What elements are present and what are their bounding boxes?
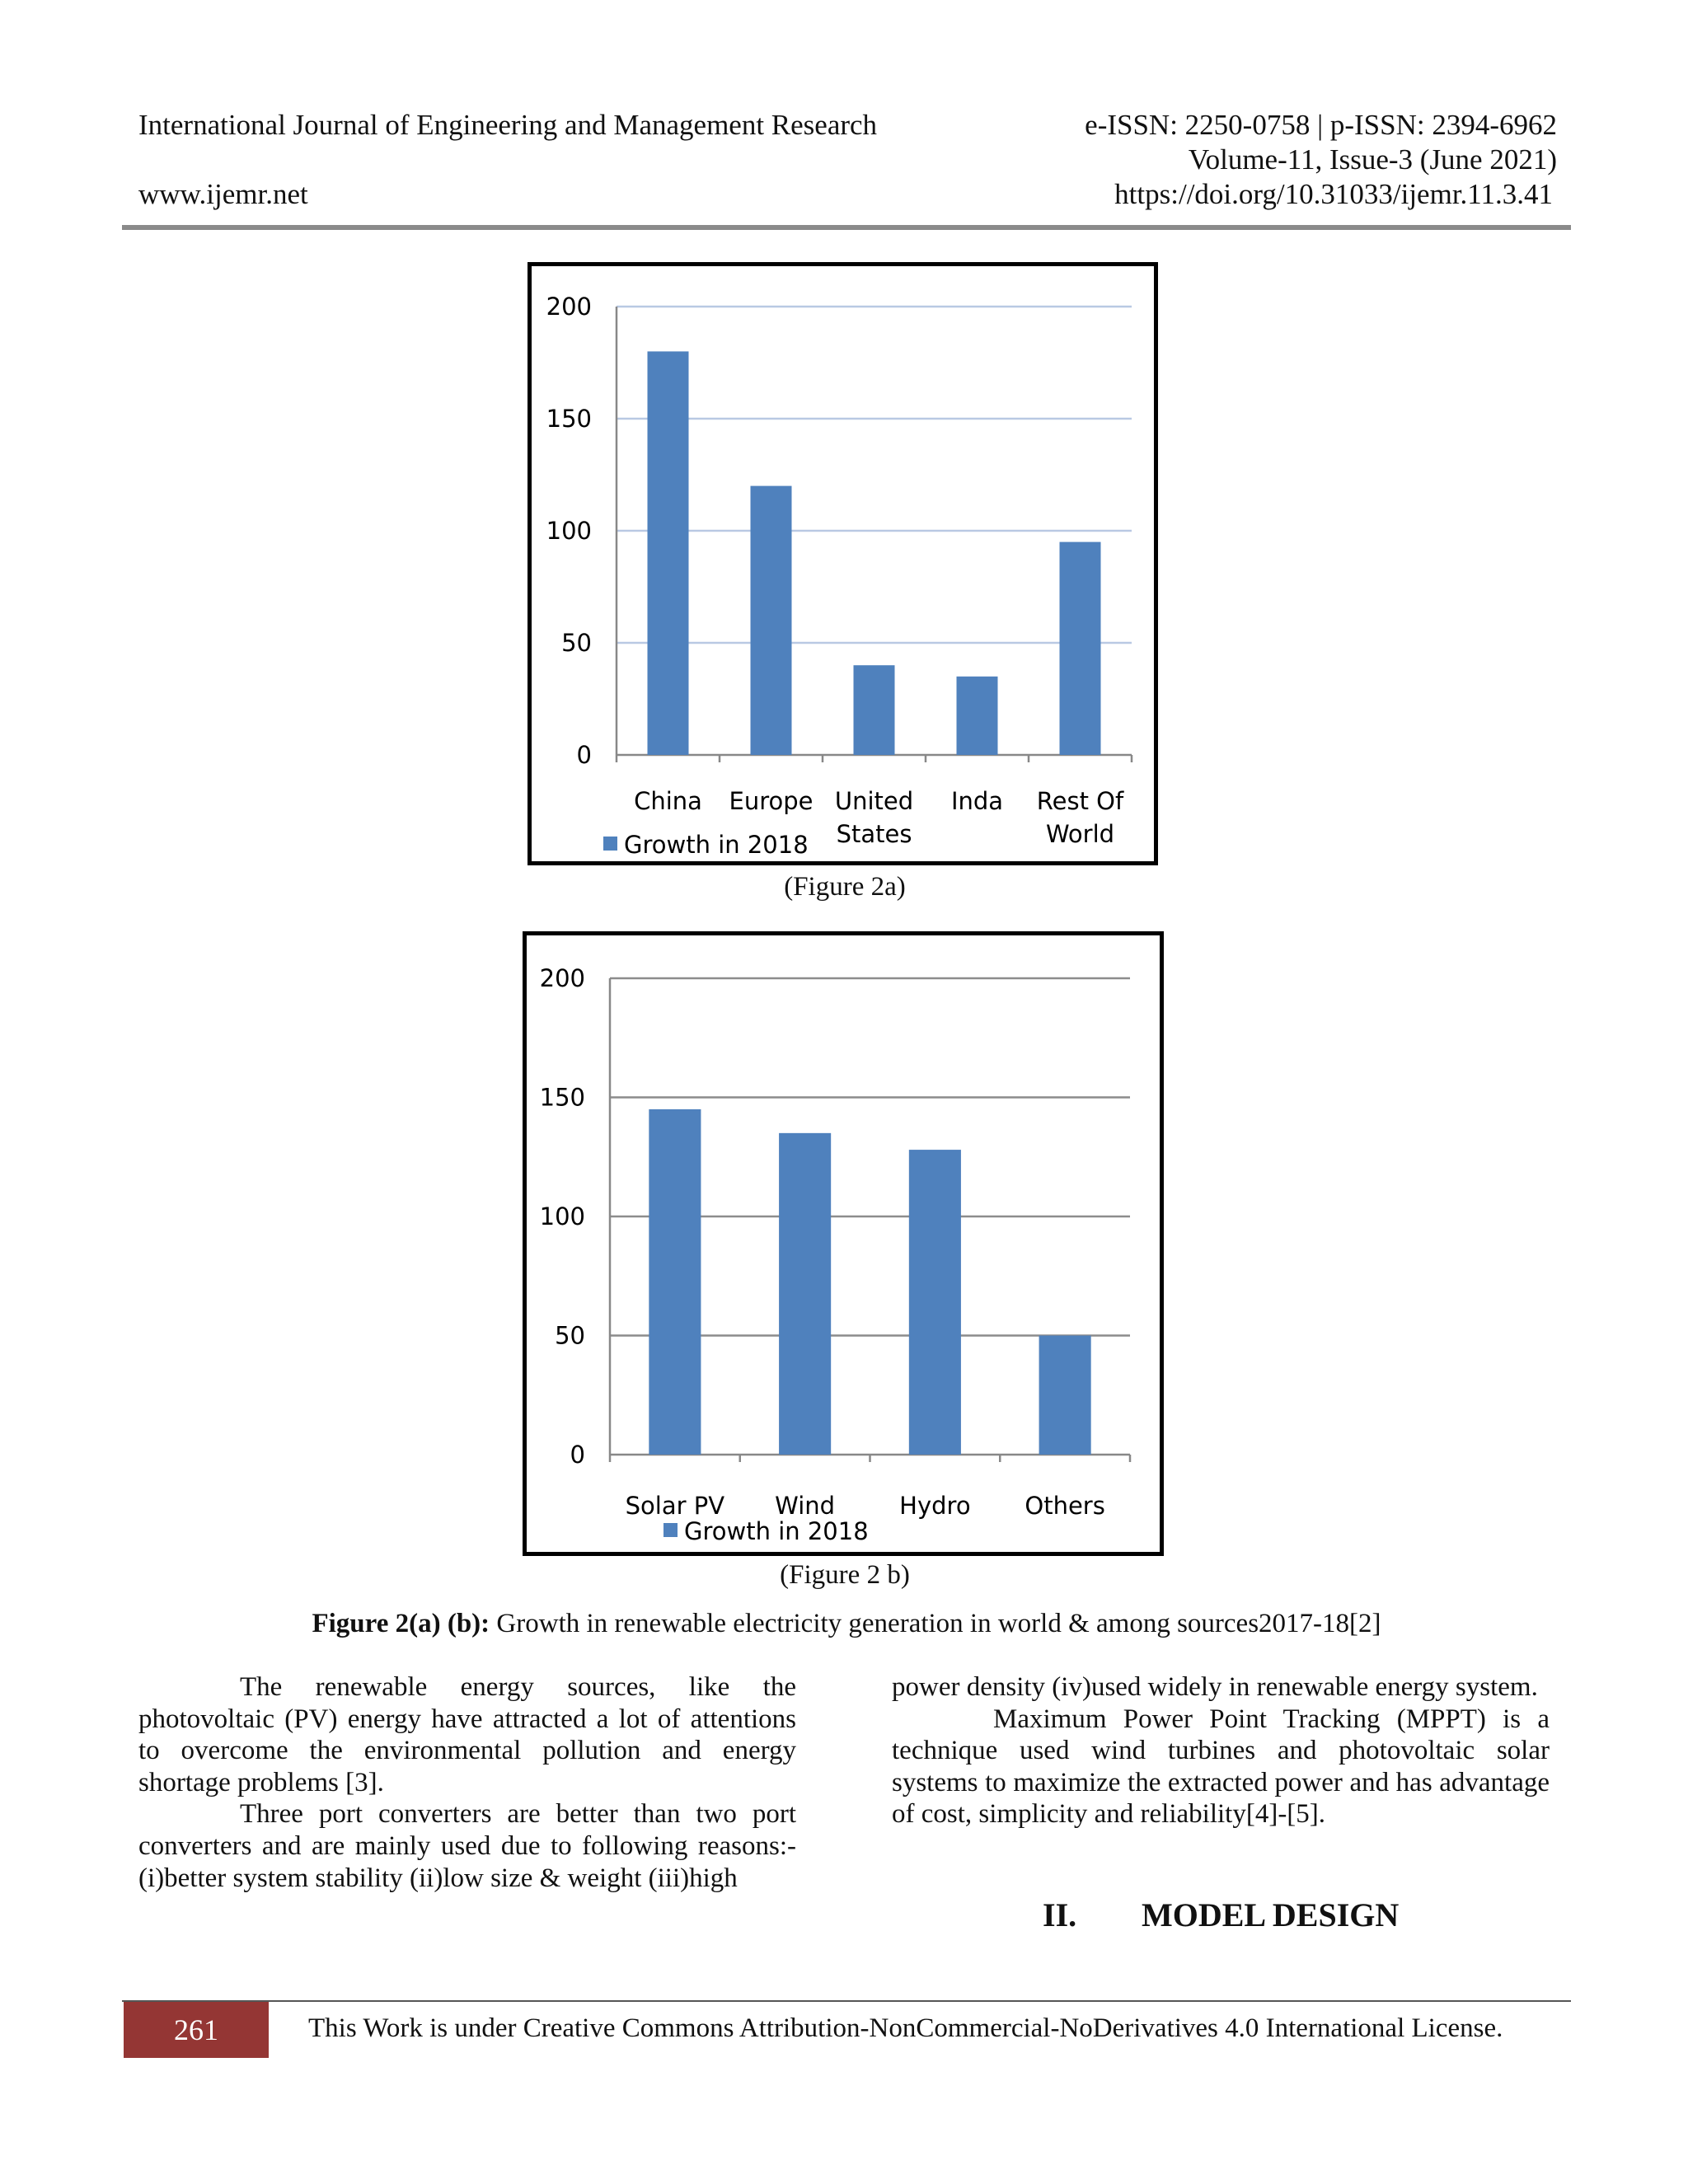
- legend-label: Growth in 2018: [684, 1517, 869, 1545]
- y-tick-label: 0: [570, 1441, 585, 1469]
- section-title-text: MODEL DESIGN: [1142, 1896, 1400, 1933]
- x-category-label: Hydro: [899, 1492, 971, 1520]
- y-tick-label: 100: [546, 517, 592, 545]
- bar: [854, 665, 895, 755]
- bar: [648, 351, 689, 755]
- figure-2a-svg: [532, 266, 1154, 861]
- figure-2a-chart: [528, 262, 1158, 865]
- figure-2b-chart: [523, 931, 1164, 1556]
- bar: [649, 1109, 701, 1455]
- footer-rule: [122, 2000, 1571, 2002]
- y-tick-label: 150: [546, 405, 592, 433]
- bar: [1060, 542, 1101, 755]
- left-paragraph-2: Three port converters are better than two port converters and are mainly used due to following reasons:-(i)better system stability (ii)low size & weight (iii)high: [138, 1799, 796, 1893]
- caption-label: Figure 2(a) (b):: [312, 1609, 490, 1638]
- x-category-label: Others: [1025, 1492, 1105, 1520]
- x-category-label: China: [634, 787, 702, 815]
- page-number: 261: [124, 2002, 269, 2058]
- x-category-label: Rest Of: [1036, 787, 1124, 815]
- caption-text: Growth in renewable electricity generation in world & among sources2017-18[2]: [490, 1609, 1381, 1638]
- figure-2b-label: (Figure 2 b): [780, 1560, 910, 1590]
- legend-label: Growth in 2018: [624, 831, 809, 859]
- bar: [909, 1150, 961, 1455]
- x-category-label: Solar PV: [625, 1492, 725, 1520]
- doi-link[interactable]: https://doi.org/10.31033/ijemr.11.3.41: [1114, 178, 1553, 210]
- y-tick-label: 150: [539, 1083, 585, 1112]
- license-text: This Work is under Creative Commons Attribution-NonCommercial-NoDerivatives 4.0 International License.: [308, 2013, 1503, 2043]
- x-category-label: Wind: [775, 1492, 836, 1520]
- y-tick-label: 0: [576, 741, 592, 769]
- legend-swatch: [663, 1523, 678, 1537]
- y-tick-label: 50: [561, 629, 592, 657]
- x-category-label: Inda: [950, 787, 1004, 815]
- left-paragraph-1: The renewable energy sources, like the photovoltaic (PV) energy have attracted a lot of attentions to overcome the environmental pollution and energy shortage problems [3].: [138, 1672, 796, 1797]
- x-category-label: United: [834, 787, 914, 815]
- bar: [751, 486, 792, 755]
- figure-caption: [122, 1609, 1571, 1639]
- y-tick-label: 200: [546, 293, 592, 321]
- journal-website-link[interactable]: www.ijemr.net: [138, 178, 308, 210]
- figure-2a-label: (Figure 2a): [784, 872, 906, 902]
- x-category-label: Europe: [729, 787, 814, 815]
- header-rule: [122, 225, 1571, 230]
- section-number: II.: [1043, 1896, 1077, 1933]
- x-category-label: World: [1045, 820, 1115, 848]
- y-tick-label: 50: [555, 1321, 585, 1350]
- y-tick-label: 100: [539, 1202, 585, 1230]
- x-category-label: States: [836, 820, 912, 848]
- volume-line: Volume-11, Issue-3 (June 2021): [1188, 143, 1557, 176]
- journal-title: International Journal of Engineering and Management Research: [138, 109, 878, 141]
- issn-line: e-ISSN: 2250-0758 | p-ISSN: 2394-6962: [1085, 109, 1557, 141]
- right-column: [892, 1671, 1550, 1830]
- bar: [779, 1133, 831, 1455]
- legend-swatch: [603, 837, 617, 851]
- bar: [957, 677, 998, 755]
- y-tick-label: 200: [539, 964, 585, 992]
- figure-2b-svg: [527, 935, 1160, 1552]
- right-paragraph-1: power density (iv)used widely in renewable energy system.: [892, 1672, 1538, 1702]
- left-column: [138, 1671, 796, 1894]
- bar: [1039, 1336, 1091, 1455]
- right-paragraph-2: Maximum Power Point Tracking (MPPT) is a technique used wind turbines and photovoltaic solar systems to maximize the extracted power and has advantage of cost, simplicity and reliability[4]-[5].: [892, 1704, 1550, 1830]
- section-heading: [1043, 1896, 1399, 1934]
